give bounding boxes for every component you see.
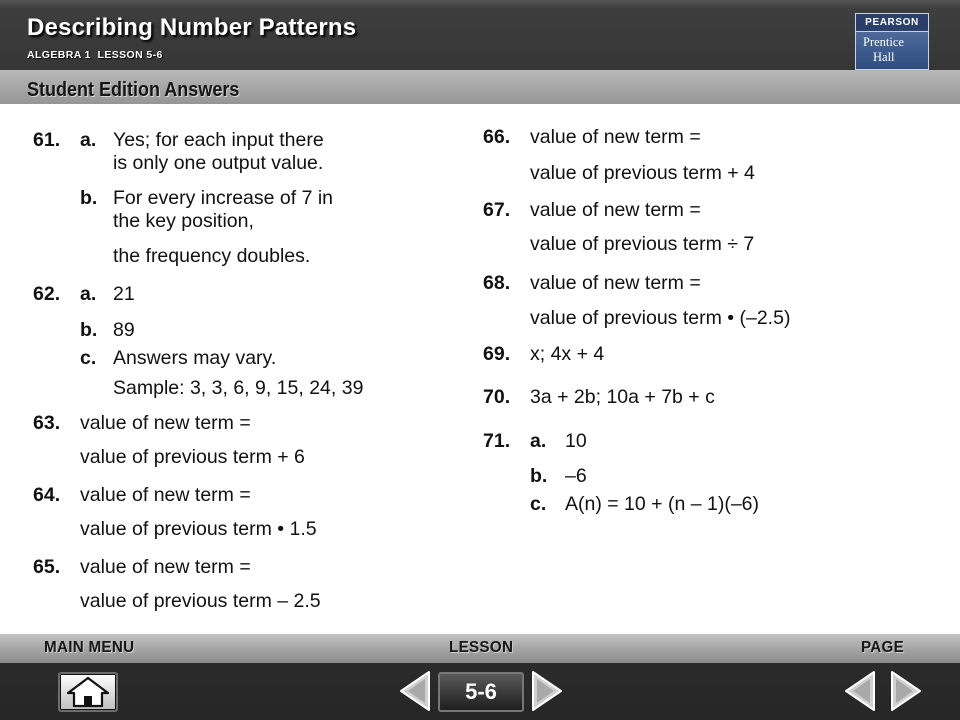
answer-68 — [483, 272, 903, 332]
lesson-label: LESSON — [449, 639, 514, 656]
answer-text: A(n) = 10 + (n – 1)(–6) — [565, 493, 760, 515]
answer-text: value of new term = — [530, 199, 701, 221]
answer-number: 62. — [33, 283, 61, 305]
answer-text: 21 — [113, 283, 135, 305]
part-label: a. — [80, 283, 97, 305]
page-title: Describing Number Patterns — [27, 14, 357, 41]
answer-number: 67. — [483, 199, 511, 221]
answer-number: 69. — [483, 343, 511, 365]
logo-imprint — [863, 35, 904, 65]
answer-text: Answers may vary. — [113, 347, 277, 369]
answer-text: the key position, — [113, 210, 254, 232]
part-label: b. — [80, 187, 98, 209]
answer-text: x; 4x + 4 — [530, 343, 605, 365]
answer-63 — [33, 412, 433, 472]
answer-62 — [33, 283, 433, 403]
answer-69 — [483, 343, 903, 369]
answer-text: value of previous term • 1.5 — [80, 518, 317, 540]
answer-text: value of previous term + 6 — [80, 446, 305, 468]
part-label: c. — [80, 347, 97, 369]
lesson-subtitle: ALGEBRA 1 LESSON 5-6 — [27, 49, 163, 61]
header — [0, 0, 960, 104]
lesson-prev-button[interactable] — [398, 670, 432, 712]
main-menu-label: MAIN MENU — [44, 639, 135, 656]
answer-number: 71. — [483, 430, 511, 452]
answer-71 — [483, 430, 903, 520]
triangle-left-icon — [398, 670, 432, 712]
answer-65 — [33, 556, 433, 616]
triangle-right-icon — [889, 670, 923, 712]
part-label: a. — [530, 430, 547, 452]
logo-imprint-line2: Hall — [873, 50, 895, 64]
page-prev-button[interactable] — [843, 670, 877, 712]
answer-text: value of new term = — [80, 412, 251, 434]
answer-text: 3a + 2b; 10a + 7b + c — [530, 386, 715, 408]
answer-text: value of previous term ÷ 7 — [530, 233, 755, 255]
lesson-number: 5-6 — [438, 672, 524, 712]
answer-text: Yes; for each input there — [113, 129, 324, 151]
answer-text: value of new term = — [80, 556, 251, 578]
answer-text: is only one output value. — [113, 152, 324, 174]
answer-64 — [33, 484, 433, 544]
answer-number: 61. — [33, 129, 61, 151]
triangle-left-icon — [843, 670, 877, 712]
answer-text: value of new term = — [80, 484, 251, 506]
answer-text: –6 — [565, 465, 587, 487]
home-button[interactable] — [58, 672, 118, 712]
answer-67 — [483, 199, 903, 259]
answers-content — [0, 104, 960, 634]
answer-61 — [33, 129, 433, 269]
answer-66 — [483, 126, 903, 186]
section-title: Student Edition Answers — [27, 79, 240, 101]
part-label: a. — [80, 129, 97, 151]
logo-publisher: PEARSON — [856, 14, 928, 32]
answer-number: 64. — [33, 484, 61, 506]
answer-70 — [483, 386, 903, 412]
answer-text: value of previous term • (–2.5) — [530, 307, 791, 329]
page-label: PAGE — [861, 639, 905, 656]
pearson-logo — [855, 13, 929, 70]
answer-number: 65. — [33, 556, 61, 578]
part-label: b. — [80, 319, 98, 341]
answer-text: the frequency doubles. — [113, 245, 311, 267]
answer-text: 89 — [113, 319, 135, 341]
answer-text: For every increase of 7 in — [113, 187, 334, 209]
answer-text: Sample: 3, 3, 6, 9, 15, 24, 39 — [113, 377, 364, 399]
part-label: b. — [530, 465, 548, 487]
home-icon — [60, 674, 116, 710]
lesson-next-button[interactable] — [530, 670, 564, 712]
triangle-right-icon — [530, 670, 564, 712]
answer-text: 10 — [565, 430, 587, 452]
answer-number: 66. — [483, 126, 511, 148]
logo-imprint-line1: Prentice — [863, 35, 904, 49]
answer-text: value of previous term – 2.5 — [80, 590, 321, 612]
page-next-button[interactable] — [889, 670, 923, 712]
answer-number: 68. — [483, 272, 511, 294]
answer-text: value of new term = — [530, 272, 701, 294]
answer-text: value of previous term + 4 — [530, 162, 755, 184]
answer-text: value of new term = — [530, 126, 701, 148]
part-label: c. — [530, 493, 547, 515]
answer-number: 63. — [33, 412, 61, 434]
answer-number: 70. — [483, 386, 511, 408]
